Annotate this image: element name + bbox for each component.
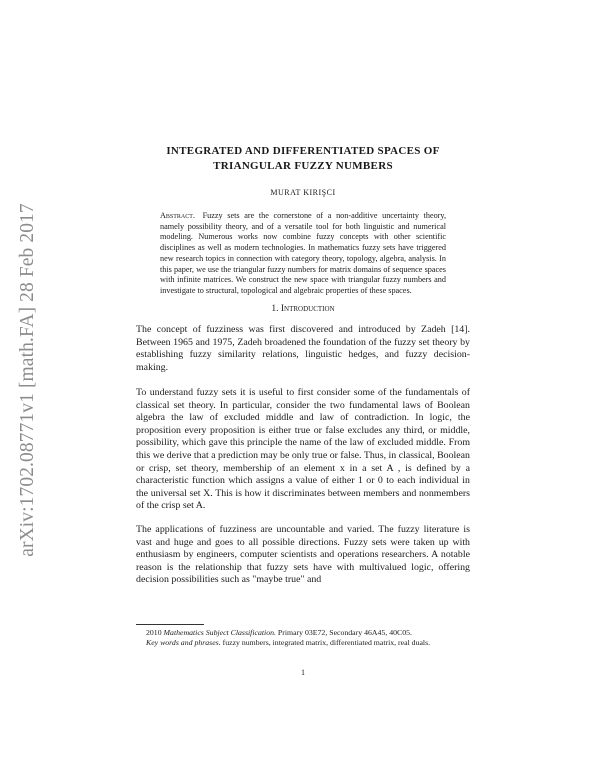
paragraph-text: The concept of fuzziness was first discovered and introduced by Zadeh [14]. Between 1965 and 1975, Zadeh broadened the foundation of the fuzzy set theory by establishing fuzzy similarity relations, linguistic hedges, and fuzzy decision-making. — [136, 324, 470, 373]
abstract-label: Abstract. — [160, 211, 195, 220]
page-number: 1 — [301, 668, 305, 677]
arxiv-identifier: arXiv:1702.08771v1 [math.FA] 28 Feb 2017 — [17, 203, 38, 557]
abstract — [160, 211, 446, 297]
keywords-text: fuzzy numbers, integrated matrix, differentiated matrix, real duals. — [222, 638, 431, 648]
msc-footnote — [136, 628, 470, 638]
paragraph-text: To understand fuzzy sets it is useful to first consider some of the fundamentals of classical set theory. In particular, consider the two fundamental laws of Boolean algebra the law of excluded middle and law of contradiction. In logic, the proposition every proposition is either true or false excludes any third, or middle, possibility, which gave this principle the name of the law of excluded middle. From this we derive that a prediction may be only true or false. Thus, in classical, Boolean or crisp, set theory, membership of an element x in a set A , is defined by a characteristic function which assigns a value of either 1 or 0 to each individual in the universal set X. This is how it discriminates between members and nonmembers of the crisp set A. — [136, 387, 470, 512]
footnote-rule — [136, 624, 204, 625]
abstract-text: Fuzzy sets are the cornerstone of a non-additive uncertainty theory, namely possibility theory, and of a versatile tool for both linguistic and numerical modeling. Numerous works now combine fuzzy concepts with other scientific disciplines as well as modern technologies. In mathematics fuzzy sets have triggered new research topics in connection with category theory, topology, algebra, analysis. In this paper, we use the triangular fuzzy numbers for matrix domains of sequence spaces with infinite matrices. We construct the new space with triangular fuzzy numbers and investigate to structural, topological and algebraic properties of these spaces. — [160, 211, 447, 295]
section-name: Introduction — [280, 304, 335, 314]
title-line-2: TRIANGULAR FUZZY NUMBERS — [213, 160, 393, 172]
paragraph-text: The applications of fuzziness are uncountable and varied. The fuzzy literature is vast and huge and goes to all possible directions. Fuzzy sets were taken up with enthusiasm by engineers, computer scientists and operations researchers. A notable reason is the relationship that fuzzy sets have with multivalued logic, offering decision possibilities such as "maybe true" and — [136, 524, 470, 586]
keywords-footnote — [136, 638, 470, 648]
footnotes — [136, 628, 470, 649]
msc-year: 2010 — [146, 628, 162, 637]
body-paragraph — [136, 524, 470, 587]
paper-title — [136, 144, 470, 174]
arxiv-side-stamp — [14, 170, 42, 590]
body-paragraph — [136, 387, 470, 513]
msc-label: Mathematics Subject Classification. — [163, 628, 276, 637]
author-name: MURAT KIRIŞCI — [270, 188, 336, 197]
section-number: 1. — [271, 304, 279, 314]
section-heading — [136, 304, 470, 314]
body-paragraph — [136, 324, 470, 374]
keywords-label: Key words and phrases. — [146, 638, 221, 648]
msc-codes: Primary 03E72, Secondary 46A45, 40C05. — [277, 628, 412, 637]
title-line-1: INTEGRATED AND DIFFERENTIATED SPACES OF — [166, 145, 440, 157]
